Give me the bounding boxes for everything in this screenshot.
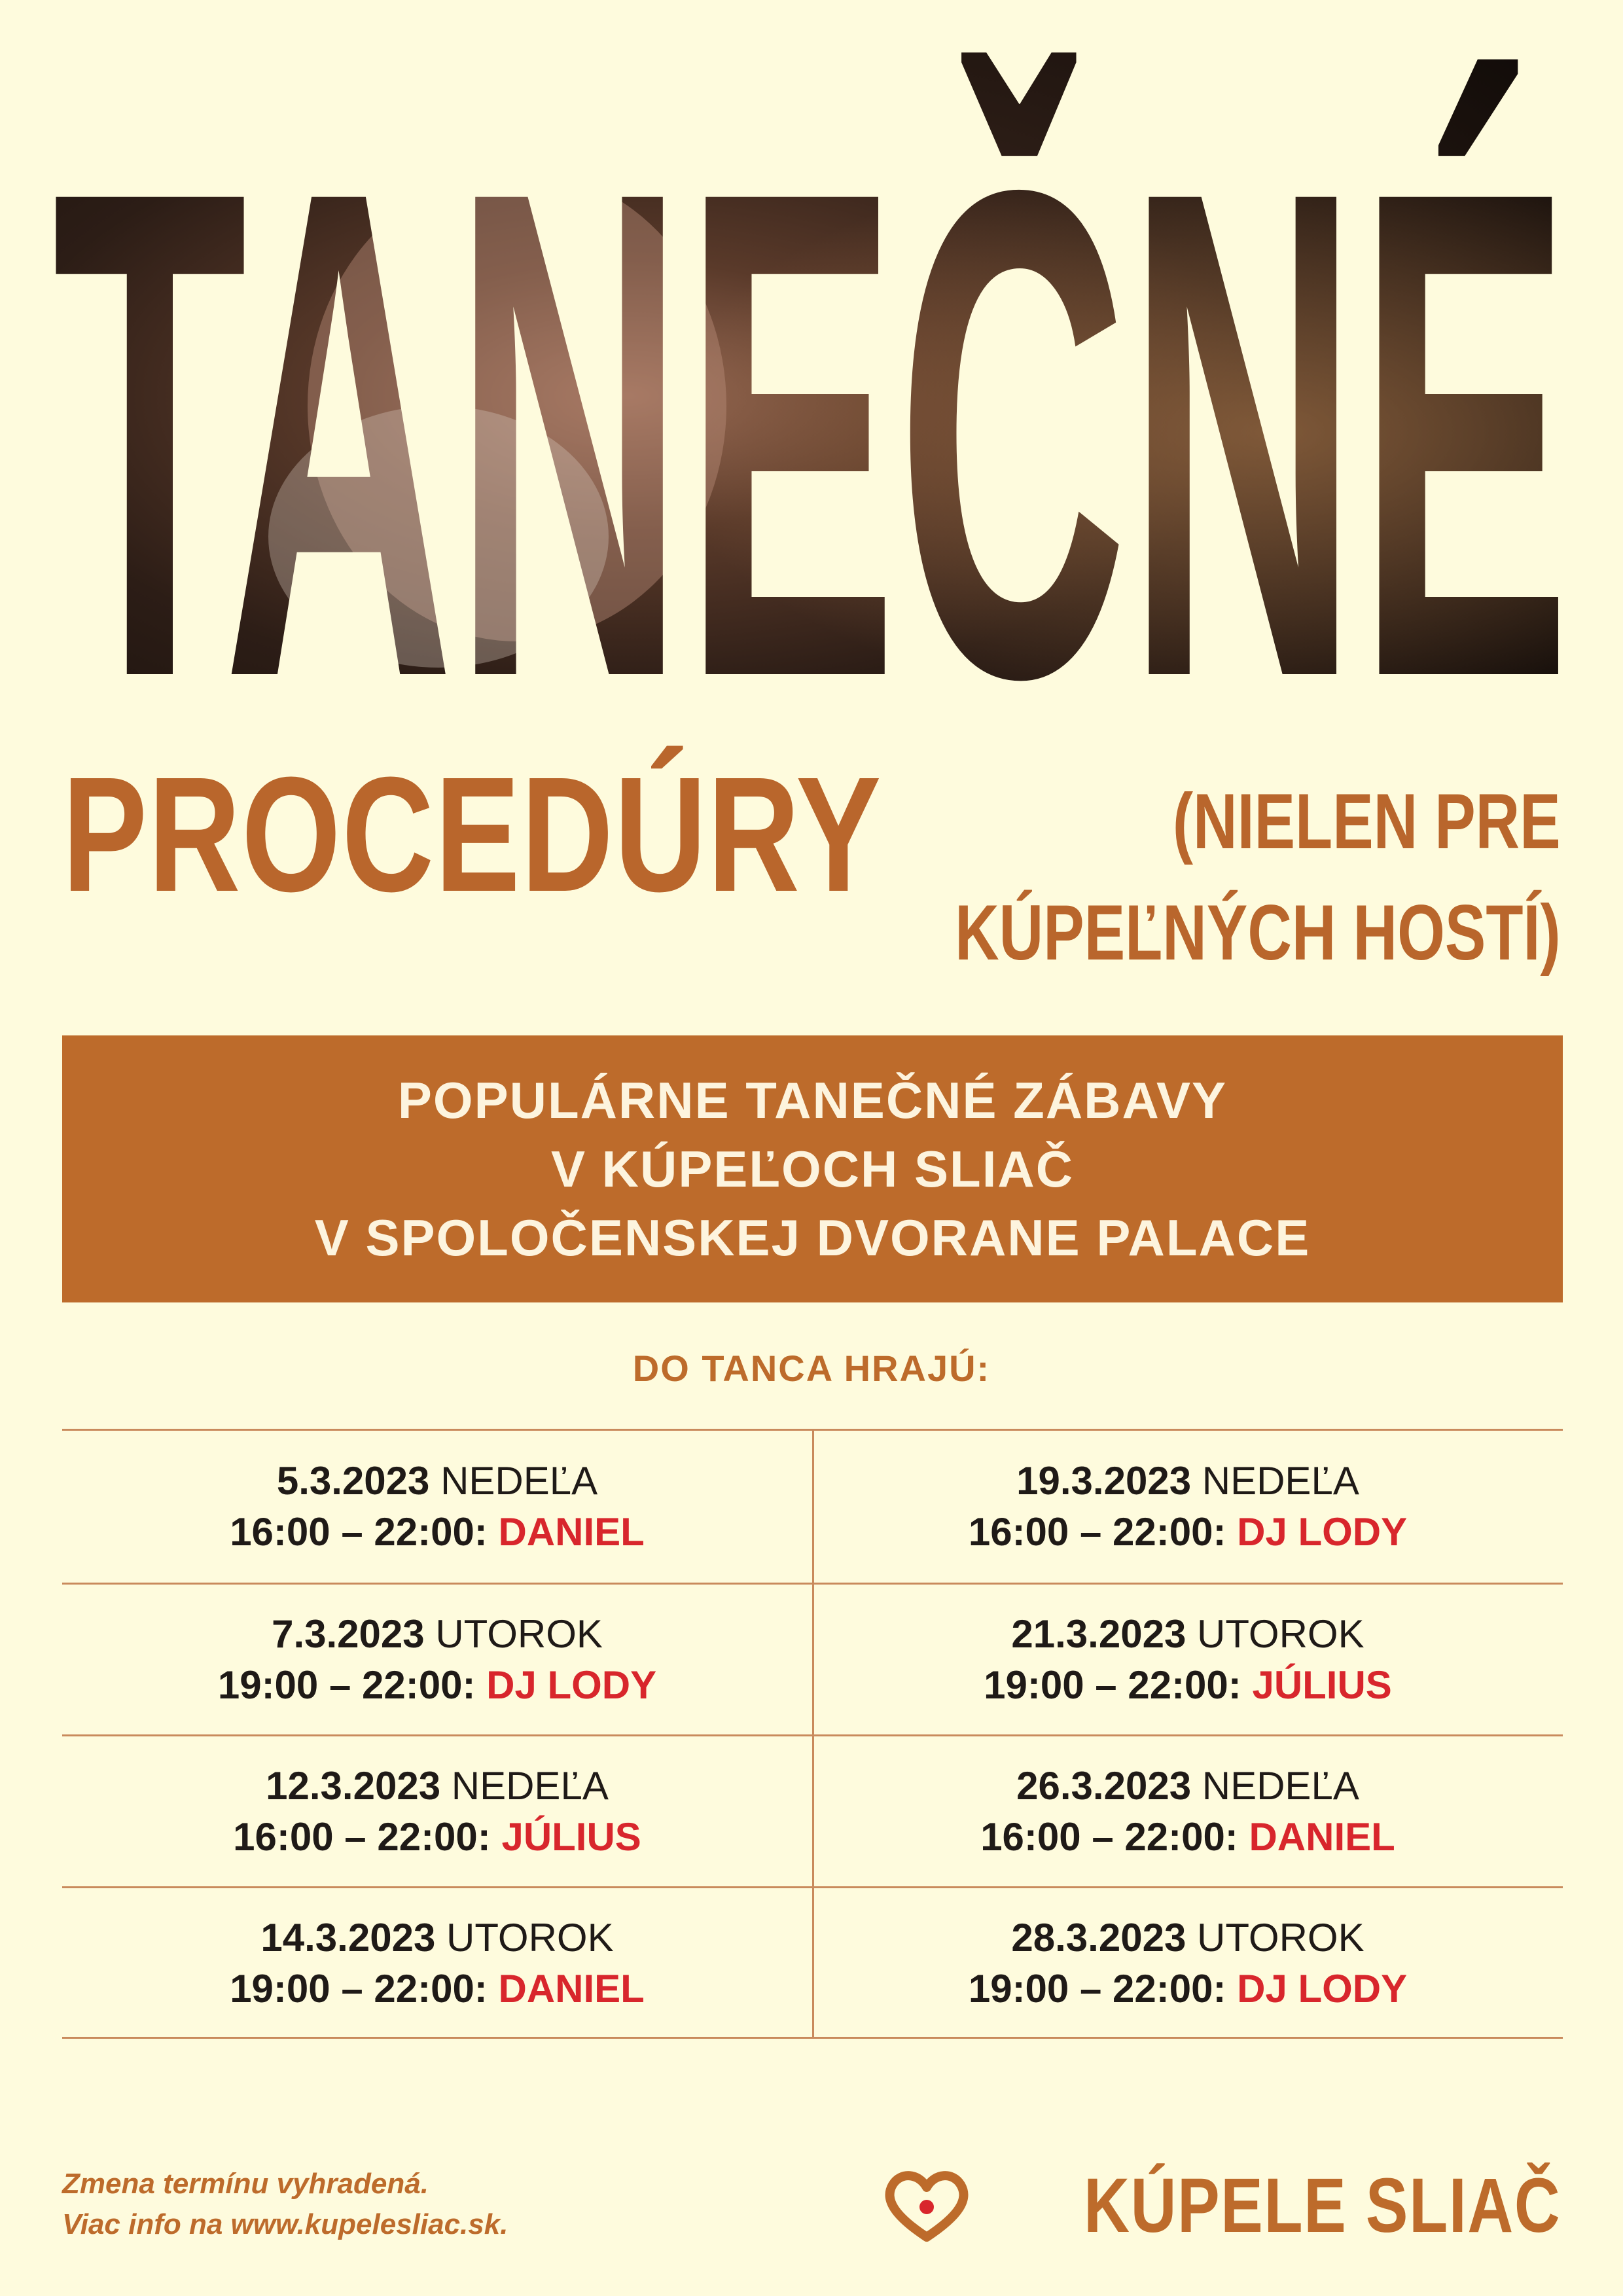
subtitle-line-2: KÚPEĽNÝCH HOSTÍ) <box>955 889 1561 977</box>
banner-line-2: V KÚPEĽOCH SLIAČ <box>550 1139 1075 1198</box>
subtitle <box>955 766 1561 988</box>
footer-note-line-1: Zmena termínu vyhradená. <box>62 2168 429 2200</box>
event-dj: DJ LODY <box>486 1662 657 1707</box>
event-date: 14.3.2023 <box>260 1915 436 1960</box>
event-day: UTOROK <box>435 1611 603 1656</box>
procedury-heading: PROCEDÚRY <box>62 743 882 925</box>
subtitle-line-1: (NIELEN PRE <box>1173 778 1561 865</box>
footer-note <box>62 2164 508 2245</box>
event-dj: JÚLIUS <box>501 1814 641 1859</box>
event-date: 5.3.2023 <box>276 1459 430 1503</box>
headline-photo-title <box>46 0 1577 720</box>
event-banner <box>62 1035 1563 1302</box>
heart-logo-icon <box>881 2166 972 2245</box>
event-date: 26.3.2023 <box>1016 1763 1192 1808</box>
schedule-cell <box>813 1734 1563 1886</box>
event-time: 16:00 – 22:00: <box>980 1814 1238 1859</box>
schedule-cell <box>62 1886 812 2038</box>
event-time: 19:00 – 22:00: <box>968 1966 1226 2011</box>
schedule-table <box>62 1429 1563 2039</box>
event-day: NEDEĽA <box>451 1763 609 1808</box>
schedule-cell <box>813 1583 1563 1734</box>
headline-svg <box>46 0 1577 720</box>
event-day: UTOROK <box>446 1915 614 1960</box>
footer-note-line-2: Viac info na www.kupelesliac.sk. <box>62 2208 508 2240</box>
event-dj: DANIEL <box>498 1966 645 2011</box>
banner-line-1: POPULÁRNE TANEČNÉ ZÁBAVY <box>397 1071 1228 1129</box>
event-date: 7.3.2023 <box>272 1611 425 1656</box>
event-day: NEDEĽA <box>1202 1459 1359 1503</box>
event-dj: JÚLIUS <box>1252 1662 1392 1707</box>
logo-text: KÚPELE SLIAČ <box>1083 2162 1561 2249</box>
event-day: NEDEĽA <box>440 1459 598 1503</box>
event-day: UTOROK <box>1197 1611 1364 1656</box>
event-time: 16:00 – 22:00: <box>233 1814 491 1859</box>
event-dj: DJ LODY <box>1237 1966 1408 2011</box>
banner-line-3: V SPOLOČENSKEJ DVORANE PALACE <box>314 1208 1311 1266</box>
event-time: 16:00 – 22:00: <box>230 1510 488 1554</box>
event-time: 19:00 – 22:00: <box>217 1662 476 1707</box>
event-time: 19:00 – 22:00: <box>984 1662 1241 1707</box>
event-day: UTOROK <box>1197 1915 1364 1960</box>
schedule-cell <box>62 1734 812 1886</box>
playing-label: DO TANCA HRAJÚ: <box>632 1348 991 1389</box>
event-dj: DJ LODY <box>1237 1510 1408 1554</box>
event-dj: DANIEL <box>498 1510 645 1554</box>
event-date: 28.3.2023 <box>1011 1915 1186 1960</box>
event-dj: DANIEL <box>1249 1814 1395 1859</box>
schedule-cell <box>62 1431 812 1583</box>
event-date: 19.3.2023 <box>1016 1459 1192 1503</box>
schedule-cell <box>813 1886 1563 2038</box>
event-day: NEDEĽA <box>1202 1763 1359 1808</box>
event-date: 12.3.2023 <box>266 1763 441 1808</box>
event-date: 21.3.2023 <box>1011 1611 1186 1656</box>
event-time: 19:00 – 22:00: <box>230 1966 488 2011</box>
kupele-sliac-logo <box>881 2160 1561 2251</box>
schedule-cell <box>62 1583 812 1734</box>
event-time: 16:00 – 22:00: <box>968 1510 1226 1554</box>
schedule-cell <box>813 1431 1563 1583</box>
